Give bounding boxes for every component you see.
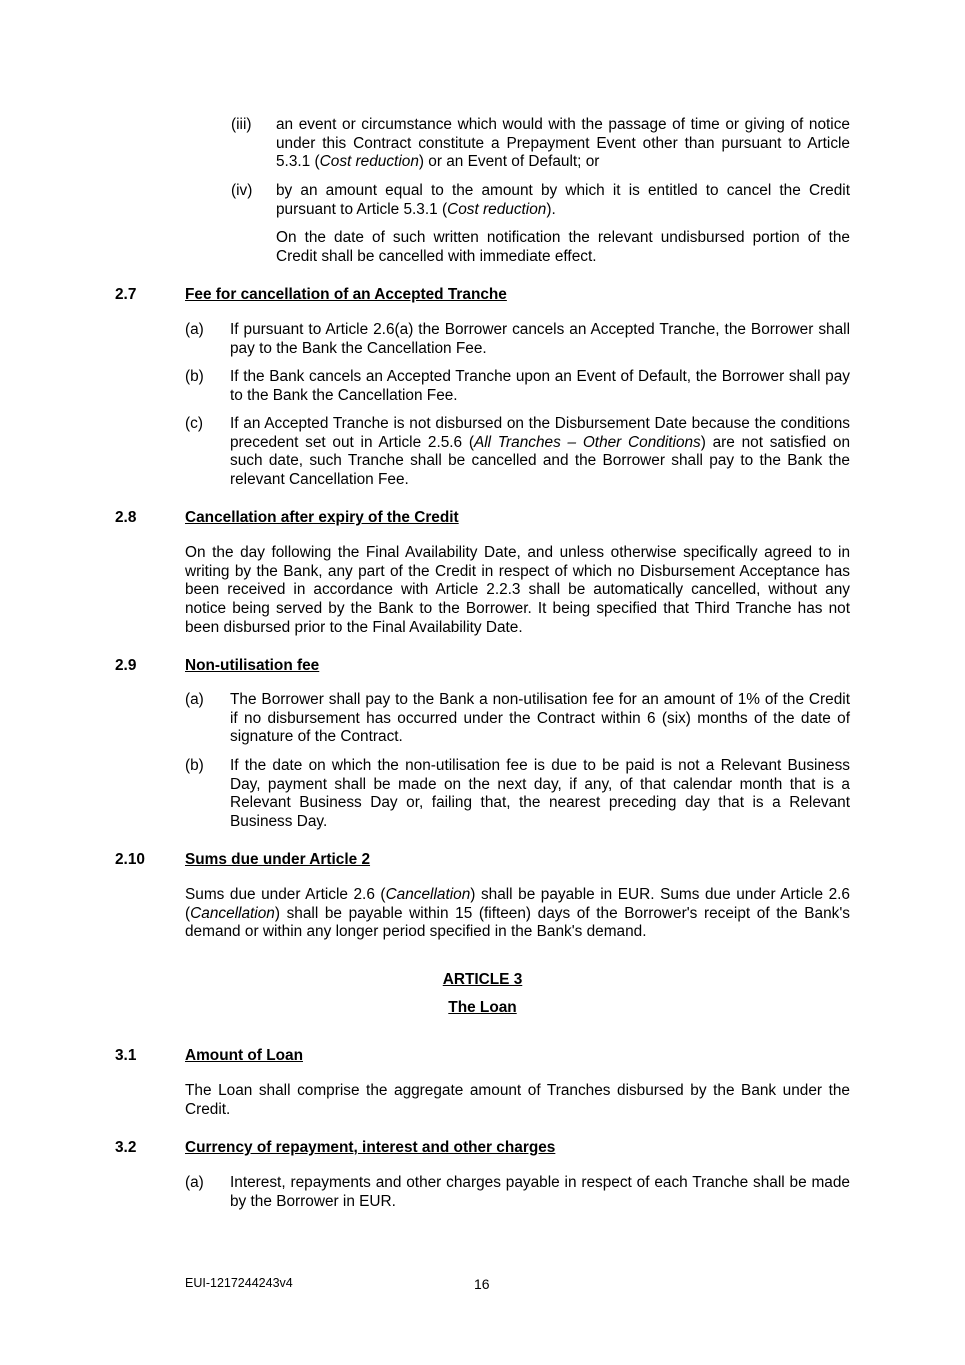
- section-paragraph-2-10: Sums due under Article 2.6 (Cancellation) shall be payable in EUR. Sums due under Article 2.6 (Cancellation) shall be payable within 15 (fifteen) days of the Borrower's receipt of the Bank's demand or within any longer period specified in the Bank's demand.: [185, 886, 850, 941]
- section-paragraph-3-1: The Loan shall comprise the aggregate amount of Tranches disbursed by the Bank under the Credit.: [185, 1082, 850, 1118]
- list-item: The Borrower shall pay to the Bank a non-utilisation fee for an amount of 1% of the Credit if no disbursement has occurred under the Contract within 6 (six) months of the date of signature of the Contract.: [230, 691, 850, 746]
- list-label: (c): [185, 415, 203, 432]
- footer-doc-ref: EUI-1217244243v4: [185, 1276, 293, 1290]
- list-item: If pursuant to Article 2.6(a) the Borrower cancels an Accepted Tranche, the Borrower shall pay to the Bank the Cancellation Fee.: [230, 321, 850, 357]
- list-item: If an Accepted Tranche is not disbursed on the Disbursement Date because the conditions precedent set out in Article 2.5.6 (All Tranches – Other Conditions) are not satisfied on such date, such Tranche shall be cancelled and the Borrower shall pay to the Bank the relevant Cancellation Fee.: [230, 415, 851, 489]
- section-number-3-2: 3.2: [115, 1139, 137, 1156]
- section-title-2-7: Fee for cancellation of an Accepted Tranche: [185, 286, 507, 303]
- section-title-2-9: Non-utilisation fee: [185, 657, 320, 674]
- section-title-3-2: Currency of repayment, interest and other charges: [185, 1139, 556, 1156]
- section-number-2-9: 2.9: [115, 657, 137, 674]
- list-label: (b): [185, 368, 204, 385]
- section-paragraph-2-8: On the day following the Final Availability Date, and unless otherwise specifically agreed to in writing by the Bank, any part of the Credit in respect of which no Disbursement Acceptance has been received in accordance with Article 2.2.3 shall be automatically cancelled, without any notice being served by the Bank to the Borrower. It being specified that Third Tranche has not been disbursed prior to the Final Availability Date.: [185, 544, 850, 636]
- list-label: (a): [185, 321, 204, 338]
- list-tail-paragraph: On the date of such written notification the relevant undisbursed portion of the Credit shall be cancelled with immediate effect.: [276, 229, 850, 265]
- section-title-3-1: Amount of Loan: [185, 1047, 303, 1064]
- list-label: (a): [185, 691, 204, 708]
- section-number-2-8: 2.8: [115, 509, 137, 526]
- article-heading: ARTICLE 3: [442, 971, 523, 988]
- list-item: Interest, repayments and other charges payable in respect of each Tranche shall be made by the Borrower in EUR.: [230, 1174, 850, 1210]
- section-number-2-7: 2.7: [115, 286, 137, 303]
- list-item: If the Bank cancels an Accepted Tranche upon an Event of Default, the Borrower shall pay to the Bank the Cancellation Fee.: [230, 368, 850, 404]
- section-number-3-1: 3.1: [115, 1047, 137, 1064]
- article-subheading: The Loan: [448, 999, 517, 1016]
- list-item-iii: an event or circumstance which would with the passage of time or giving of notice under this Contract constitute a Prepayment Event other than pursuant to Article 5.3.1 (Cost reduction) or an Event of Default; or: [276, 116, 850, 171]
- list-label: (b): [185, 757, 204, 774]
- section-number-2-10: 2.10: [115, 851, 145, 868]
- list-label-iii: (iii): [231, 116, 252, 133]
- section-title-2-8: Cancellation after expiry of the Credit: [185, 509, 459, 526]
- list-item: If the date on which the non-utilisation fee is due to be paid is not a Relevant Business Day, payment shall be made on the next day, if any, of that calendar month that is a Relevant Business Day or, failing that, the nearest preceding day that is a Relevant Business Day.: [230, 757, 850, 831]
- page-number: 16: [474, 1276, 490, 1292]
- section-title-2-10: Sums due under Article 2: [185, 851, 371, 868]
- list-label-iv: (iv): [231, 182, 253, 199]
- list-item-iv: by an amount equal to the amount by which it is entitled to cancel the Credit pursuant to Article 5.3.1 (Cost reduction).: [276, 182, 850, 218]
- list-label: (a): [185, 1174, 204, 1191]
